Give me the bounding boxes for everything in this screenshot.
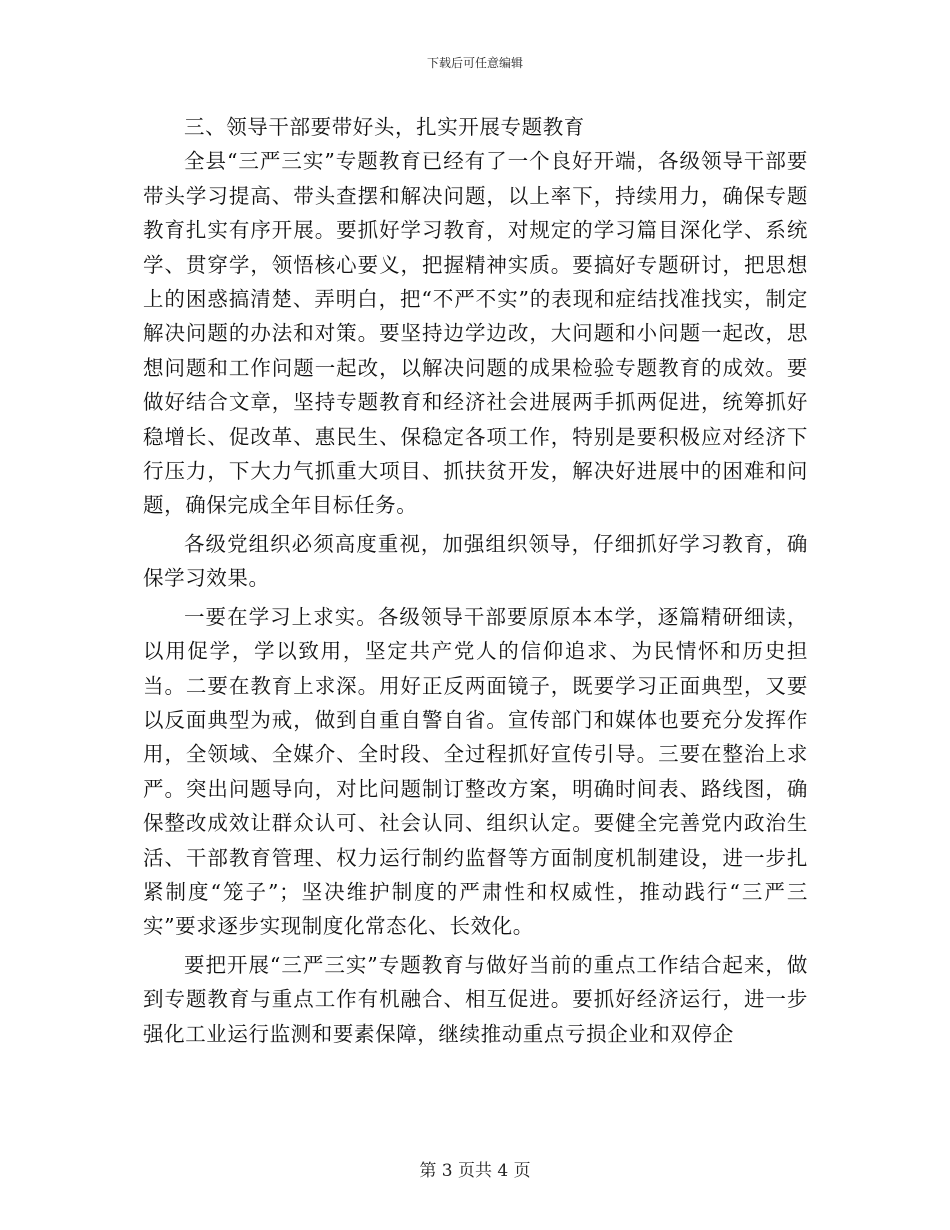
paragraph-1: 全县“三严三实”专题教育已经有了一个良好开端，各级领导干部要带头学习提高、带头查摆和解决问题，以上率下，持续用力，确保专题教育扎实有序开展。要抓好学习教育，对规定的学习篇目深化学、系统学、贯穿学，领悟核心要义，把握精神实质。要搞好专题研讨，把思想上的困惑搞清楚、弄明白，把“不严不实”的表现和症结找准找实，制定解决问题的办法和对策。要坚持边学边改，大问题和小问题一起改，思想问题和工作问题一起改，以解决问题的成果检验专题教育的成效。要做好结合文章，坚持专题教育和经济社会进展两手抓两促进，统筹抓好稳增长、促改革、惠民生、保稳定各项工作，特别是要积极应对经济下行压力，下大力气抓重大项目、抓扶贫开发，解决好进展中的困难和问题，确保完成全年目标任务。 [143,149,808,518]
paragraph-2: 各级党组织必须高度重视，加强组织领导，仔细抓好学习教育，确保学习效果。 [143,531,808,591]
page-header-note: 下载后可任意编辑 [426,56,523,70]
page-number: 第 3 页共 4 页 [419,1161,531,1181]
paragraph-4: 要把开展“三严三实”专题教育与做好当前的重点工作结合起来，做到专题教育与重点工作有机融合、相互促进。要抓好经济运行，进一步强化工业运行监测和要素保障，继续推动重点亏损企业和双停企 [143,952,808,1046]
section-heading: 三、领导干部要带好头，扎实开展专题教育 [184,115,585,139]
paragraph-3: 一要在学习上求实。各级领导干部要原原本本学，逐篇精研细读，以用促学，学以致用，坚定共产党人的信仰追求、为民情怀和历史担当。二要在教育上求深。用好正反两面镜子，既要学习正面典型，又要以反面典型为戒，做到自重自警自省。宣传部门和媒体也要充分发挥作用，全领域、全媒介、全时段、全过程抓好宣传引导。三要在整治上求严。突出问题导向，对比问题制订整改方案，明确时间表、路线图，确保整改成效让群众认可、社会认同、组织认定。要健全完善党内政治生活、干部教育管理、权力运行制约监督等方面制度机制建设，进一步扎紧制度“笼子”；坚决维护制度的严肃性和权威性，推动践行“三严三实”要求逐步实现制度化常态化、长效化。 [143,604,808,939]
document-body [143,110,808,1055]
